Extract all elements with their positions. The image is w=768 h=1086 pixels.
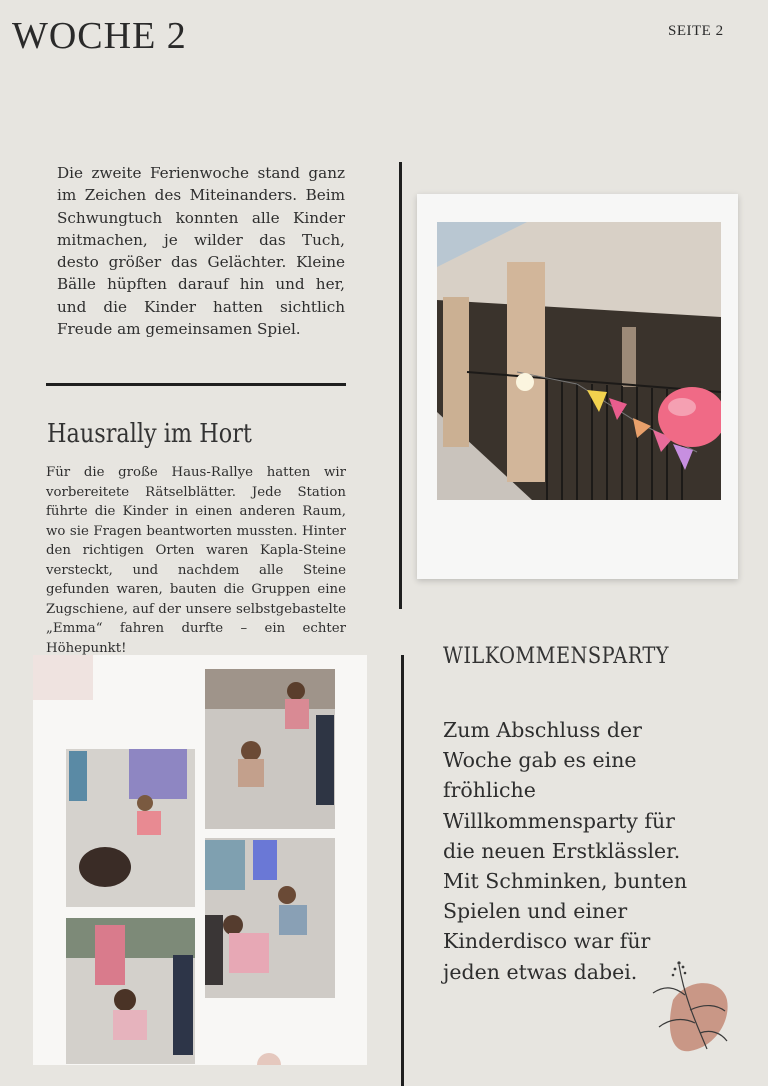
collage-photo-bottom-left <box>66 918 195 1064</box>
horizontal-divider <box>46 383 346 386</box>
page-number: SEITE 2 <box>668 23 724 39</box>
rallye-paragraph: Für die große Haus-Rallye hatten wir vorbereitete Rätselblätter. Jede Station führte die Kinder in einen anderen Raum, wo sie Fragen beantworten mussten. Hinter den richtigen Orten waren Kapla-Steine versteckt, und nachdem alle Steine gefunden waren, bauten die Gruppen eine Zugschiene, auf der unsere selbstgebastelte „Emma“ fahren durfte – ein echter Höhepunkt! <box>46 465 346 656</box>
collage-photo-top-right <box>205 669 335 829</box>
party-paragraph: Zum Abschluss der Woche gab es eine fröhliche Willkommensparty für die neuen Erstklässler. Mit Schminken, bunten Spielen und einer Kinderdisco war für jeden etwas dabei. <box>443 718 688 984</box>
intro-paragraph: Die zweite Ferienwoche stand ganz im Zeichen des Miteinanders. Beim Schwungtuch konnten alle Kinder mitmachen, je wilder das Tuch, desto größer das Gelächter. Kleine Bälle hüpften darauf hin und her, und die Kinder hatten sichtlich Freude am gemeinsamen Spiel. <box>57 164 345 339</box>
vertical-divider-top <box>399 162 402 609</box>
polaroid-photo-frame <box>417 194 738 579</box>
photo-collage <box>33 655 367 1065</box>
hallway-bunting-photo <box>437 222 721 500</box>
vertical-divider-bottom <box>401 655 404 1086</box>
leaf-decoration-icon <box>645 955 735 1055</box>
collage-photo-left <box>66 749 195 907</box>
page-title: WOCHE 2 <box>12 15 187 57</box>
collage-photo-middle-right <box>205 838 335 998</box>
rallye-heading: Hausrally im Hort <box>47 419 252 449</box>
party-heading: WILKOMMENSPARTY <box>443 644 669 669</box>
